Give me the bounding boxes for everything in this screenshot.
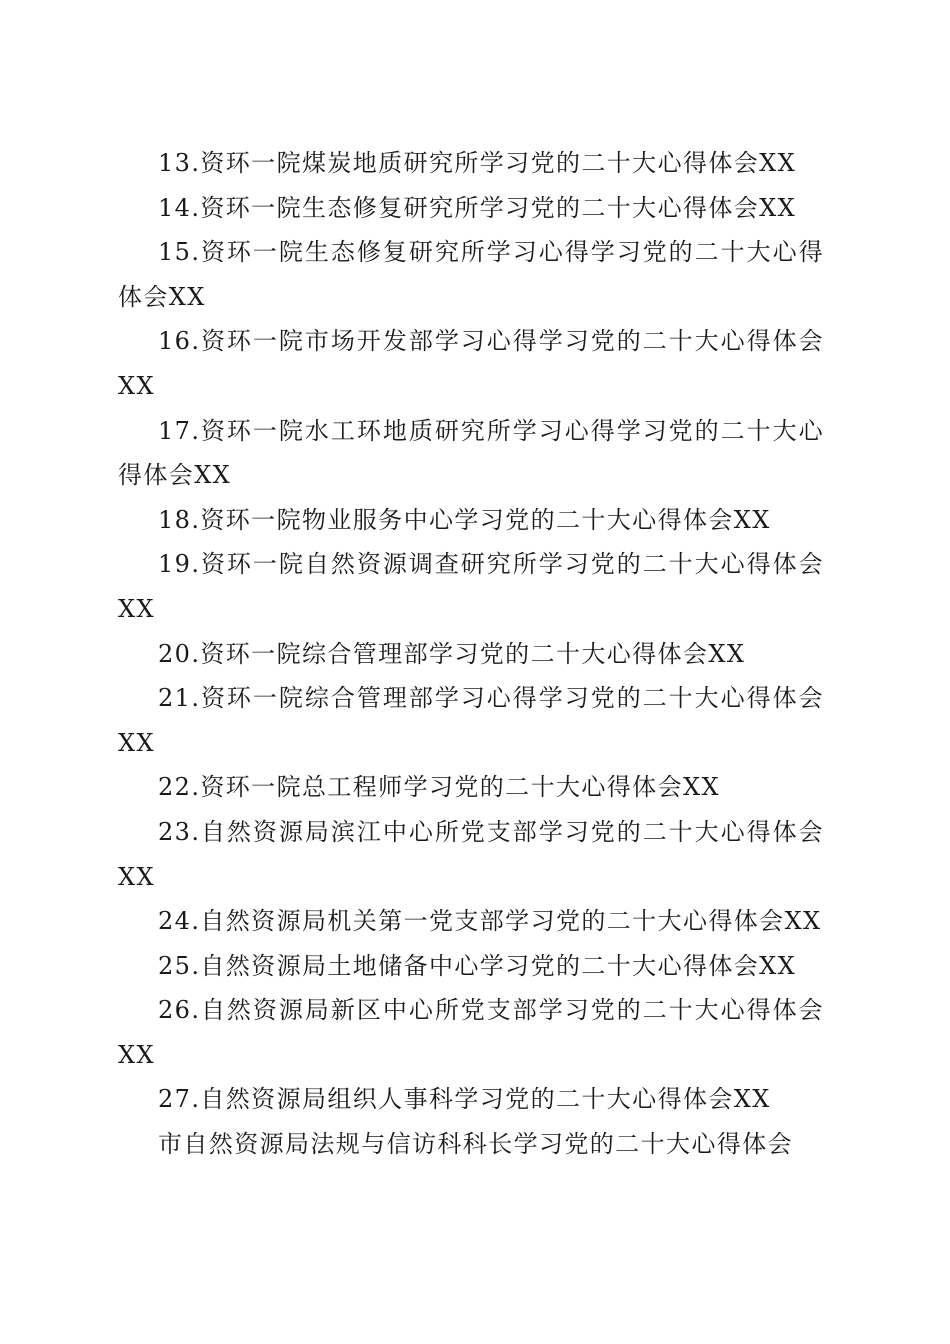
list-item: 13.资环一院煤炭地质研究所学习党的二十大心得体会XX <box>158 149 797 177</box>
list-item: 26.自然资源局新区中心所党支部学习党的二十大心得体会XX <box>118 996 824 1069</box>
list-item: 23.自然资源局滨江中心所党支部学习党的二十大心得体会XX <box>118 817 824 891</box>
list-item: 18.资环一院物业服务中心学习党的二十大心得体会XX <box>158 505 771 534</box>
list-item: 19.资环一院自然资源调查研究所学习党的二十大心得体会XX <box>118 550 824 623</box>
list-item: 25.自然资源局土地储备中心学习党的二十大心得体会XX <box>158 951 797 980</box>
list-item: 24.自然资源局机关第一党支部学习党的二十大心得体会XX <box>158 907 822 936</box>
list-item: 市自然资源局法规与信访科科长学习党的二十大心得体会 <box>158 1130 793 1159</box>
list-item: 21.资环一院综合管理部学习心得学习党的二十大心得体会XX <box>118 684 824 757</box>
list-item: 27.自然资源局组织人事科学习党的二十大心得体会XX <box>158 1085 771 1114</box>
document-body <box>118 141 824 1167</box>
list-item: 16.资环一院市场开发部学习心得学习党的二十大心得体会XX <box>118 327 824 400</box>
list-item: 15.资环一院生态修复研究所学习心得学习党的二十大心得体会XX <box>118 238 824 311</box>
list-item: 17.资环一院水工环地质研究所学习心得学习党的二十大心得体会XX <box>118 416 824 490</box>
list-item: 22.资环一院总工程师学习党的二十大心得体会XX <box>158 773 720 802</box>
list-item: 20.资环一院综合管理部学习党的二十大心得体会XX <box>158 639 746 668</box>
list-item: 14.资环一院生态修复研究所学习党的二十大心得体会XX <box>158 193 797 222</box>
